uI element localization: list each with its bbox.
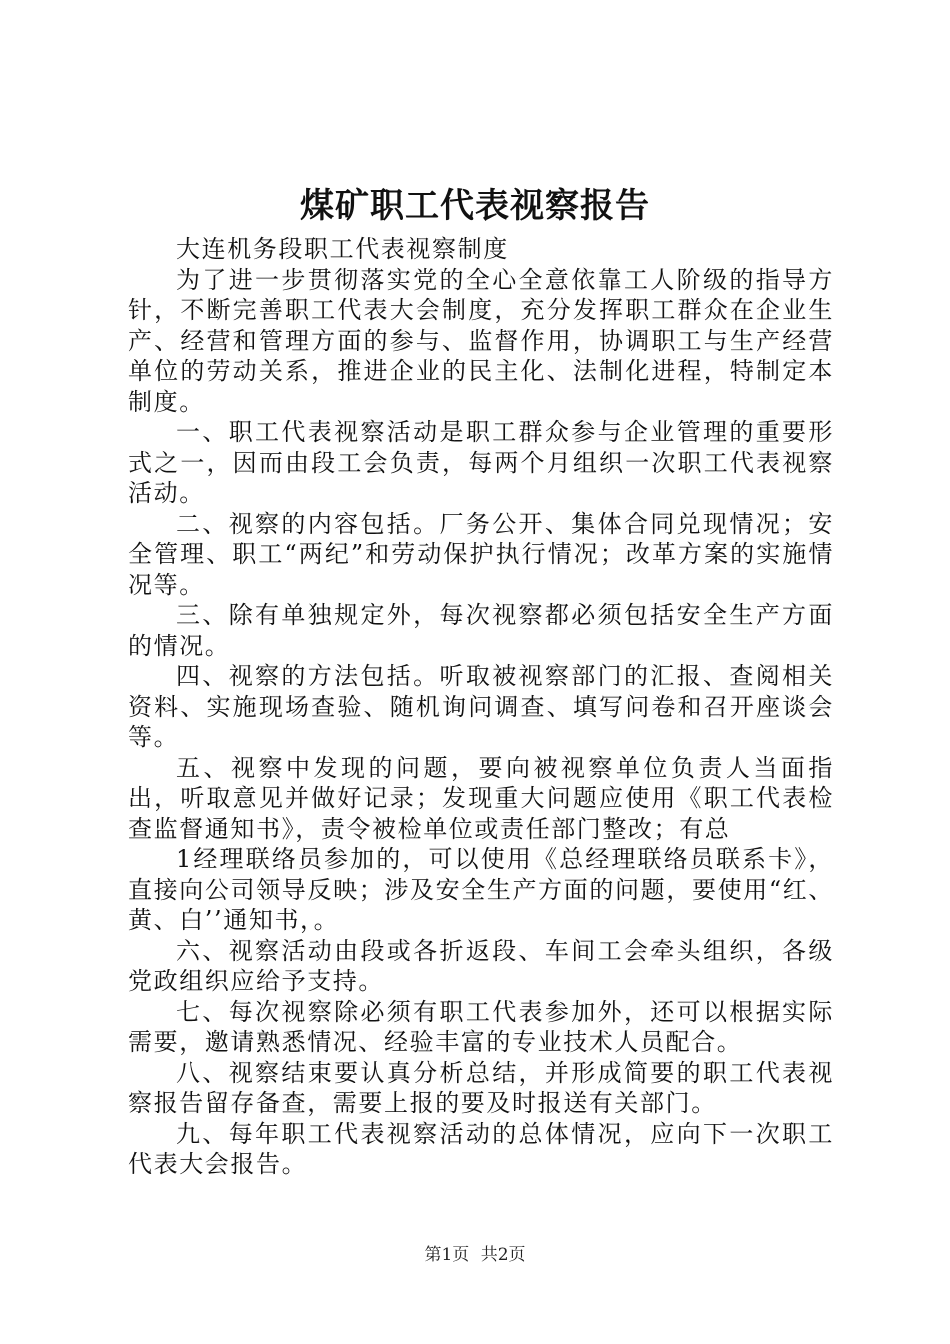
paragraph-item-3: 三、除有单独规定外，每次视察都必须包括安全生产方面的情况。 bbox=[128, 601, 834, 660]
document-title: 煤矿职工代表视察报告 bbox=[300, 186, 650, 226]
paragraph-item-8: 八、视察结束要认真分析总结，并形成简要的职工代表视察报告留存备查，需要上报的要及时报送有关部门。 bbox=[128, 1058, 834, 1117]
page-number-current: 第1页 bbox=[424, 1245, 470, 1265]
paragraph-item-1: 一、职工代表视察活动是职工群众参与企业管理的重要形式之一，因而由段工会负责，每两个月组织一次职工代表视察活动。 bbox=[128, 418, 834, 507]
paragraph-item-6: 六、视察活动由段或各折返段、车间工会牵头组织，各级党政组织应给予支持。 bbox=[128, 936, 834, 995]
paragraph-preamble: 为了进一步贯彻落实党的全心全意依靠工人阶级的指导方针，不断完善职工代表大会制度，充分发挥职工群众在企业生产、经营和管理方面的参与、监督作用，协调职工与生产经营单位的劳动关系，推进企业的民主化、法制化进程，特制定本制度。 bbox=[128, 265, 834, 416]
paragraph-item-2: 二、视察的内容包括。厂务公开、集体合同兑现情况；安全管理、职工“两纪”和劳动保护执行情况；改革方案的实施情况等。 bbox=[128, 509, 834, 599]
paragraph-item-5: 五、视察中发现的问题，要向被视察单位负责人当面指出，听取意见并做好记录；发现重大问题应使用《职工代表检查监督通知书》，责令被检单位或责任部门整改；有总 bbox=[128, 753, 834, 843]
page-footer bbox=[0, 1243, 950, 1267]
paragraph-subtitle: 大连机务段职工代表视察制度 bbox=[176, 235, 509, 263]
paragraph-item-5-cont: 1经理联络员参加的，可以使用《总经理联络员联系卡》，直接向公司领导反映；涉及安全生产方面的问题，要使用“红、黄、白’’通知书，。 bbox=[128, 845, 834, 934]
paragraph-item-9: 九、每年职工代表视察活动的总体情况，应向下一次职工代表大会报告。 bbox=[128, 1119, 834, 1178]
document-body bbox=[128, 234, 834, 1180]
page-number-total: 共2页 bbox=[480, 1245, 526, 1265]
paragraph-item-7: 七、每次视察除必须有职工代表参加外，还可以根据实际需要，邀请熟悉情况、经验丰富的专业技术人员配合。 bbox=[128, 997, 834, 1056]
paragraph-item-4: 四、视察的方法包括。听取被视察部门的汇报、查阅相关资料、实施现场查验、随机询问调查、填写问卷和召开座谈会等。 bbox=[128, 662, 834, 751]
